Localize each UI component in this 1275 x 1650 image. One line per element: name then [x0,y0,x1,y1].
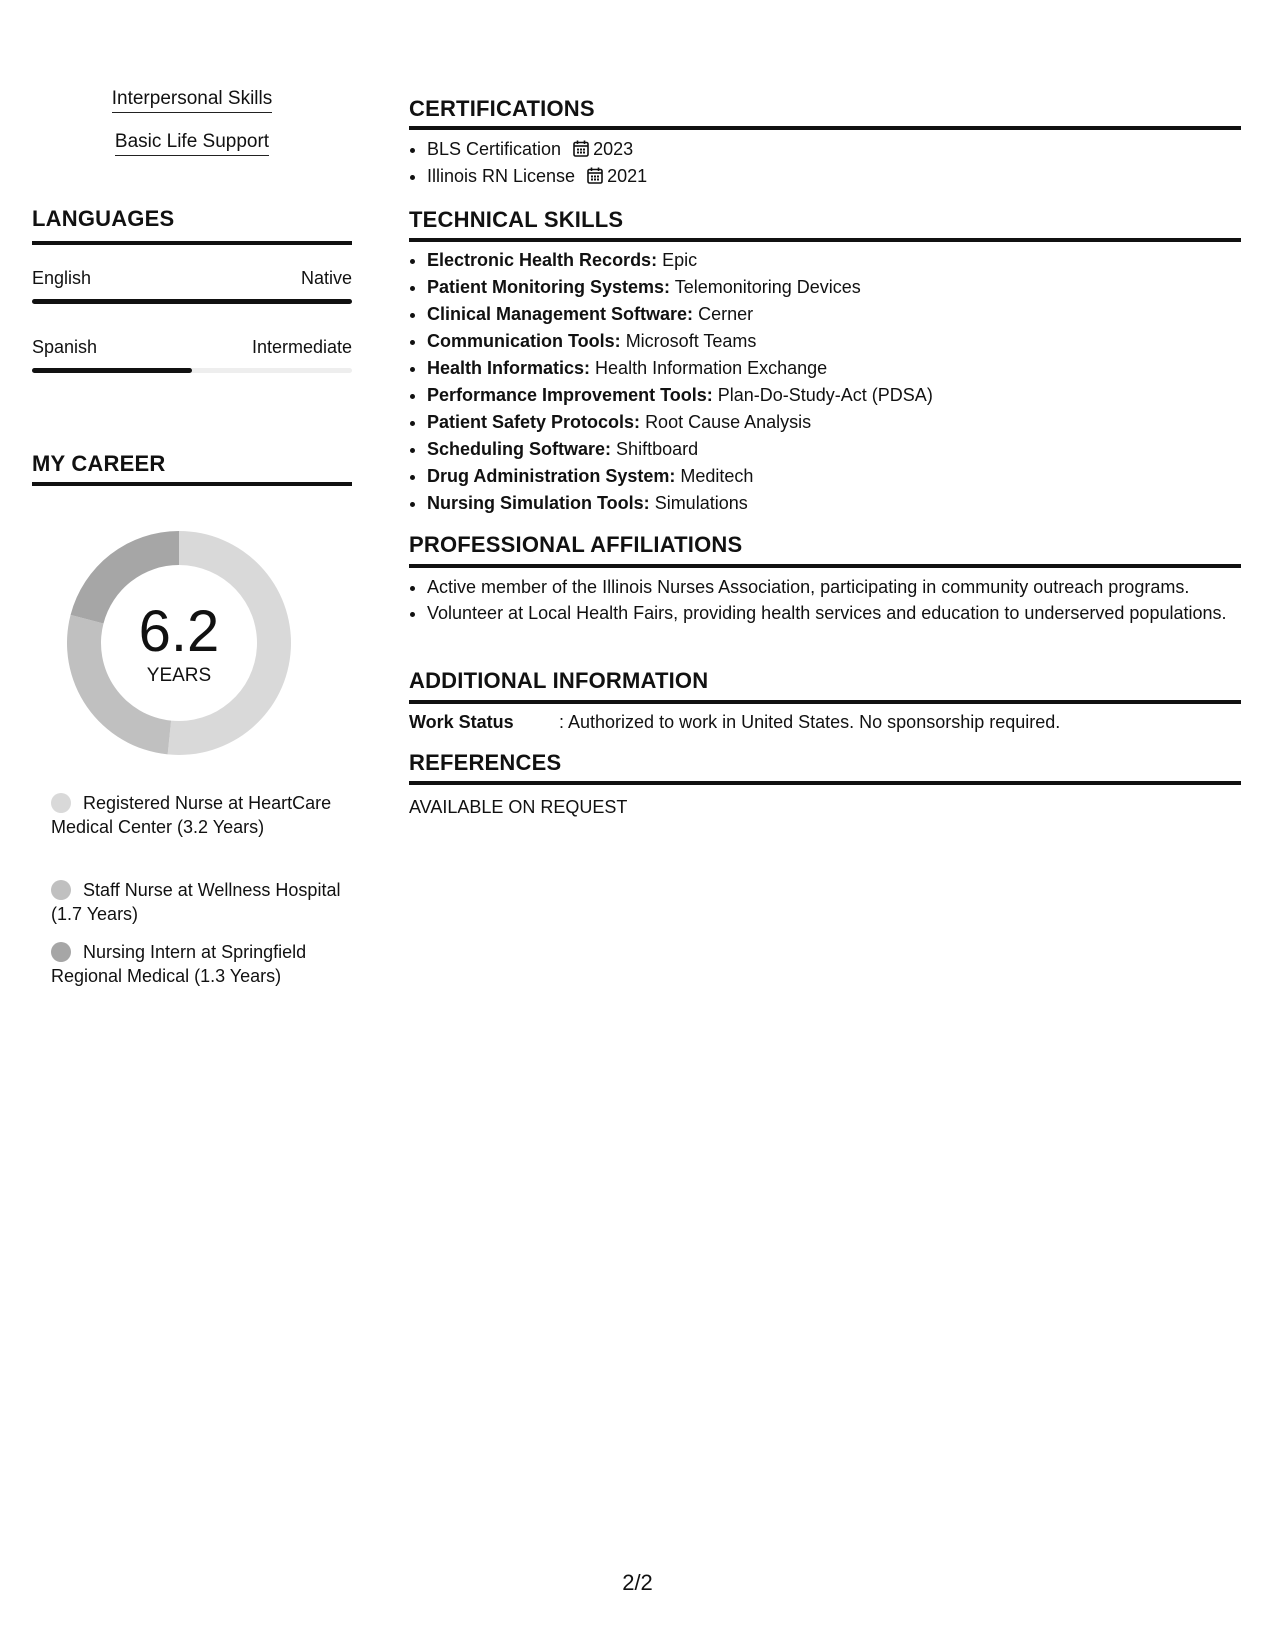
legend-dot [51,793,71,813]
career-legend-item: Registered Nurse at HeartCare Medical Center (3.2 Years) [51,793,332,837]
certifications-list [409,136,1247,190]
technical-skill-item: • Clinical Management Software: Cerner [427,301,1247,328]
additional-info-heading: ADDITIONAL INFORMATION [409,668,709,693]
work-status-label: Work Status [409,712,514,732]
language-bar [32,368,352,373]
career-heading: MY CAREER [32,451,166,476]
work-status-value: : Authorized to work in United States. No sponsorship required. [559,712,1061,732]
legend-dot [51,942,71,962]
technical-skills-list [409,247,1247,517]
technical-skill-item: • Communication Tools: Microsoft Teams [427,328,1247,355]
certification-item: • BLS Certification 2023 [427,136,1247,163]
section-rule [32,241,352,245]
calendar-icon [587,167,603,184]
page-number: 2/2 [622,1570,653,1595]
references-text: AVAILABLE ON REQUEST [409,797,628,817]
section-rule [409,238,1241,242]
career-legend-item: Nursing Intern at Springfield Regional Medical (1.3 Years) [51,942,307,986]
section-rule [409,126,1241,130]
technical-skill-item: • Health Informatics: Health Information Exchange [427,355,1247,382]
language-bar-fill [32,299,352,304]
work-status-row [409,712,1060,733]
technical-skills-heading: TECHNICAL SKILLS [409,207,624,232]
technical-skill-item: • Drug Administration System: Meditech [427,463,1247,490]
language-level: Native [300,268,352,288]
technical-skill-item: • Scheduling Software: Shiftboard [427,436,1247,463]
language-name: English [32,268,92,288]
technical-skill-item: • Patient Safety Protocols: Root Cause Analysis [427,409,1247,436]
affiliation-item: • Active member of the Illinois Nurses Association, participating in community outreach programs. [427,575,1247,599]
technical-skill-item: • Patient Monitoring Systems: Telemonitoring Devices [427,274,1247,301]
calendar-icon [573,140,589,157]
affiliation-item: • Volunteer at Local Health Fairs, providing health services and education to underserved populations. [427,601,1247,625]
technical-skill-item: • Performance Improvement Tools: Plan-Do-Study-Act (PDSA) [427,382,1247,409]
section-rule [409,700,1241,704]
affiliations-heading: PROFESSIONAL AFFILIATIONS [409,532,743,557]
technical-skill-item: • Nursing Simulation Tools: Simulations [427,490,1247,517]
technical-skill-item: • Electronic Health Records: Epic [427,247,1247,274]
career-total: 6.2 [138,599,220,664]
references-heading: REFERENCES [409,750,562,775]
career-donut [66,530,292,756]
affiliations-list [409,575,1247,625]
languages-heading: LANGUAGES [32,206,175,231]
skill-tag: Interpersonal Skills [32,88,352,110]
certification-item: • Illinois RN License 2021 [427,163,1247,190]
section-rule [32,482,352,486]
language-bar [32,299,352,304]
section-rule [409,564,1241,568]
language-bar-fill [32,368,192,373]
skill-tag: Basic Life Support [32,131,352,153]
language-name: Spanish [32,337,98,357]
career-unit: YEARS [146,665,212,686]
career-legend-item: Staff Nurse at Wellness Hospital (1.7 Years) [51,880,341,924]
legend-dot [51,880,71,900]
section-rule [409,781,1241,785]
certifications-heading: CERTIFICATIONS [409,96,595,121]
language-level: Intermediate [251,337,352,357]
